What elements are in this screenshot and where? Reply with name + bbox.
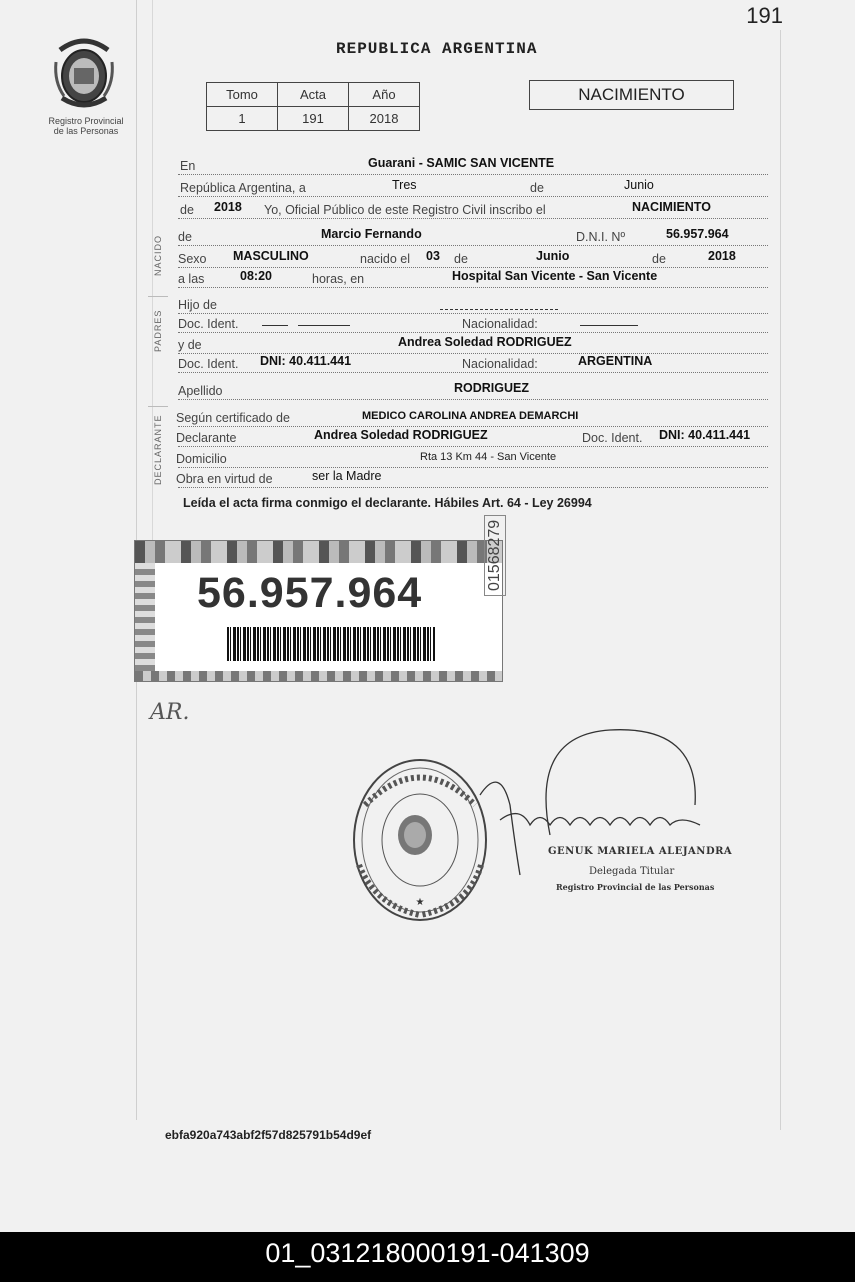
signer-office: Registro Provincial de las Personas: [556, 882, 715, 892]
father-blank: [440, 307, 558, 310]
value-mother-doc: DNI: 40.411.441: [260, 354, 352, 368]
label-de5: de: [652, 252, 666, 266]
row-child: [178, 226, 768, 246]
value-month-words: Junio: [624, 178, 654, 192]
side-label-declarante: DECLARANTE: [153, 414, 163, 485]
label-en: En: [180, 159, 196, 173]
registry-label: [36, 116, 136, 136]
sticker-pattern-left: [135, 563, 155, 671]
document-title: REPUBLICA ARGENTINA: [336, 40, 538, 58]
father-nationality-blank: [580, 323, 638, 326]
meta-header-tomo: Tomo: [207, 83, 278, 107]
row-capacity: [178, 468, 768, 488]
label-alas: a las: [178, 272, 205, 286]
row-address: [178, 448, 768, 468]
handwritten-initials: AR.: [150, 700, 190, 725]
label-apellido: Apellido: [178, 384, 223, 398]
value-place: Guarani - SAMIC SAN VICENTE: [368, 156, 555, 170]
value-birth-day: 03: [426, 249, 440, 263]
value-sex: MASCULINO: [233, 249, 309, 263]
label-de: de: [530, 181, 544, 195]
registry-line1: Registro Provincial: [48, 116, 124, 126]
value-day-words: Tres: [392, 178, 417, 192]
label-dni: D.N.I. Nº: [576, 230, 626, 244]
meta-value-ano: 2018: [349, 107, 420, 131]
label-certificado: Según certificado de: [176, 411, 290, 425]
page-number: 191: [746, 3, 783, 28]
row-father: [178, 294, 768, 314]
label-horas: horas, en: [312, 272, 365, 286]
label-sexo: Sexo: [178, 252, 207, 266]
row-father-doc: [178, 313, 768, 333]
father-doc-blank: [298, 323, 350, 326]
label-declarante: Declarante: [176, 431, 237, 445]
value-surname: RODRIGUEZ: [454, 381, 529, 395]
side-divider: [148, 296, 168, 297]
handwritten-signature: [470, 725, 720, 885]
row-date: [178, 177, 768, 197]
value-mother-nationality: ARGENTINA: [578, 354, 653, 368]
act-type-box: NACIMIENTO: [529, 80, 734, 110]
label-doc-declarant: Doc. Ident.: [582, 431, 643, 445]
value-declarant-doc: DNI: 40.411.441: [659, 428, 751, 442]
label-domicilio: Domicilio: [176, 452, 227, 466]
registry-line2: de las Personas: [53, 126, 119, 136]
value-capacity: ser la Madre: [312, 469, 382, 483]
signer-role: Delegada Titular: [589, 866, 675, 877]
barcode: [227, 627, 435, 661]
label-de4: de: [454, 252, 468, 266]
value-declarant: Andrea Soledad RODRIGUEZ: [314, 428, 488, 442]
side-label-nacido: NACIDO: [153, 234, 163, 276]
row-mother-doc: [178, 353, 768, 373]
label-yo: Yo, Oficial Público de este Registro Civil inscribo el: [264, 203, 546, 217]
sticker-pattern-bottom: [135, 671, 502, 681]
label-republica: República Argentina, a: [180, 181, 306, 195]
row-inscription: [178, 199, 768, 219]
meta-value-acta: 191: [278, 107, 349, 131]
label-nacionalidad-mother: Nacionalidad:: [462, 357, 538, 371]
sticker-pattern-top: [135, 541, 502, 563]
row-birth-place: [178, 268, 768, 288]
footer-code-bar: 01_031218000191-041309: [0, 1232, 855, 1282]
row-declarant: [178, 427, 768, 447]
right-margin-line: [780, 30, 781, 1130]
value-inscription-type: NACIMIENTO: [632, 200, 711, 214]
label-nacido: nacido el: [360, 252, 411, 266]
provincial-crest-icon: [52, 32, 116, 112]
dni-sticker: [134, 540, 503, 682]
row-certificate: [178, 407, 768, 427]
value-child-dni: 56.957.964: [666, 227, 729, 241]
row-place: [178, 155, 768, 175]
label-de2: de: [180, 203, 194, 217]
side-divider: [148, 406, 168, 407]
label-nacionalidad-father: Nacionalidad:: [462, 317, 538, 331]
side-label-padres: PADRES: [153, 309, 163, 352]
sticker-dni-number: 56.957.964: [197, 569, 423, 617]
label-hijo: Hijo de: [178, 298, 217, 312]
row-birth: [178, 248, 768, 268]
document-hash: ebfa920a743abf2f57d825791b54d9ef: [165, 1128, 372, 1142]
svg-text:★: ★: [415, 897, 425, 908]
value-address: Rta 13 Km 44 - San Vicente: [420, 451, 557, 463]
meta-value-tomo: 1: [207, 107, 278, 131]
sticker-serial: 01568279: [484, 515, 506, 596]
record-meta-table: [206, 82, 420, 131]
value-mother-name: Andrea Soledad RODRIGUEZ: [398, 335, 572, 349]
signer-name: GENUK MARIELA ALEJANDRA: [548, 846, 733, 857]
value-birth-place: Hospital San Vicente - San Vicente: [452, 269, 658, 283]
value-birth-year: 2018: [708, 249, 736, 263]
meta-header-acta: Acta: [278, 83, 349, 107]
label-doc-father: Doc. Ident.: [178, 317, 239, 331]
value-birth-time: 08:20: [240, 269, 272, 283]
label-obra: Obra en virtud de: [176, 472, 273, 486]
value-certificate: MEDICO CAROLINA ANDREA DEMARCHI: [362, 410, 579, 422]
row-mother: [178, 334, 768, 354]
father-doc-blank: [262, 323, 288, 326]
meta-header-ano: Año: [349, 83, 420, 107]
label-de3: de: [178, 230, 192, 244]
label-doc-mother: Doc. Ident.: [178, 357, 239, 371]
label-yde: y de: [178, 338, 202, 352]
value-child-name: Marcio Fernando: [321, 227, 422, 241]
row-surname: [178, 380, 768, 400]
closing-statement: Leída el acta firma conmigo el declarante. Hábiles Art. 64 - Ley 26994: [183, 496, 592, 510]
value-birth-month: Junio: [536, 249, 570, 263]
value-year: 2018: [214, 200, 242, 214]
